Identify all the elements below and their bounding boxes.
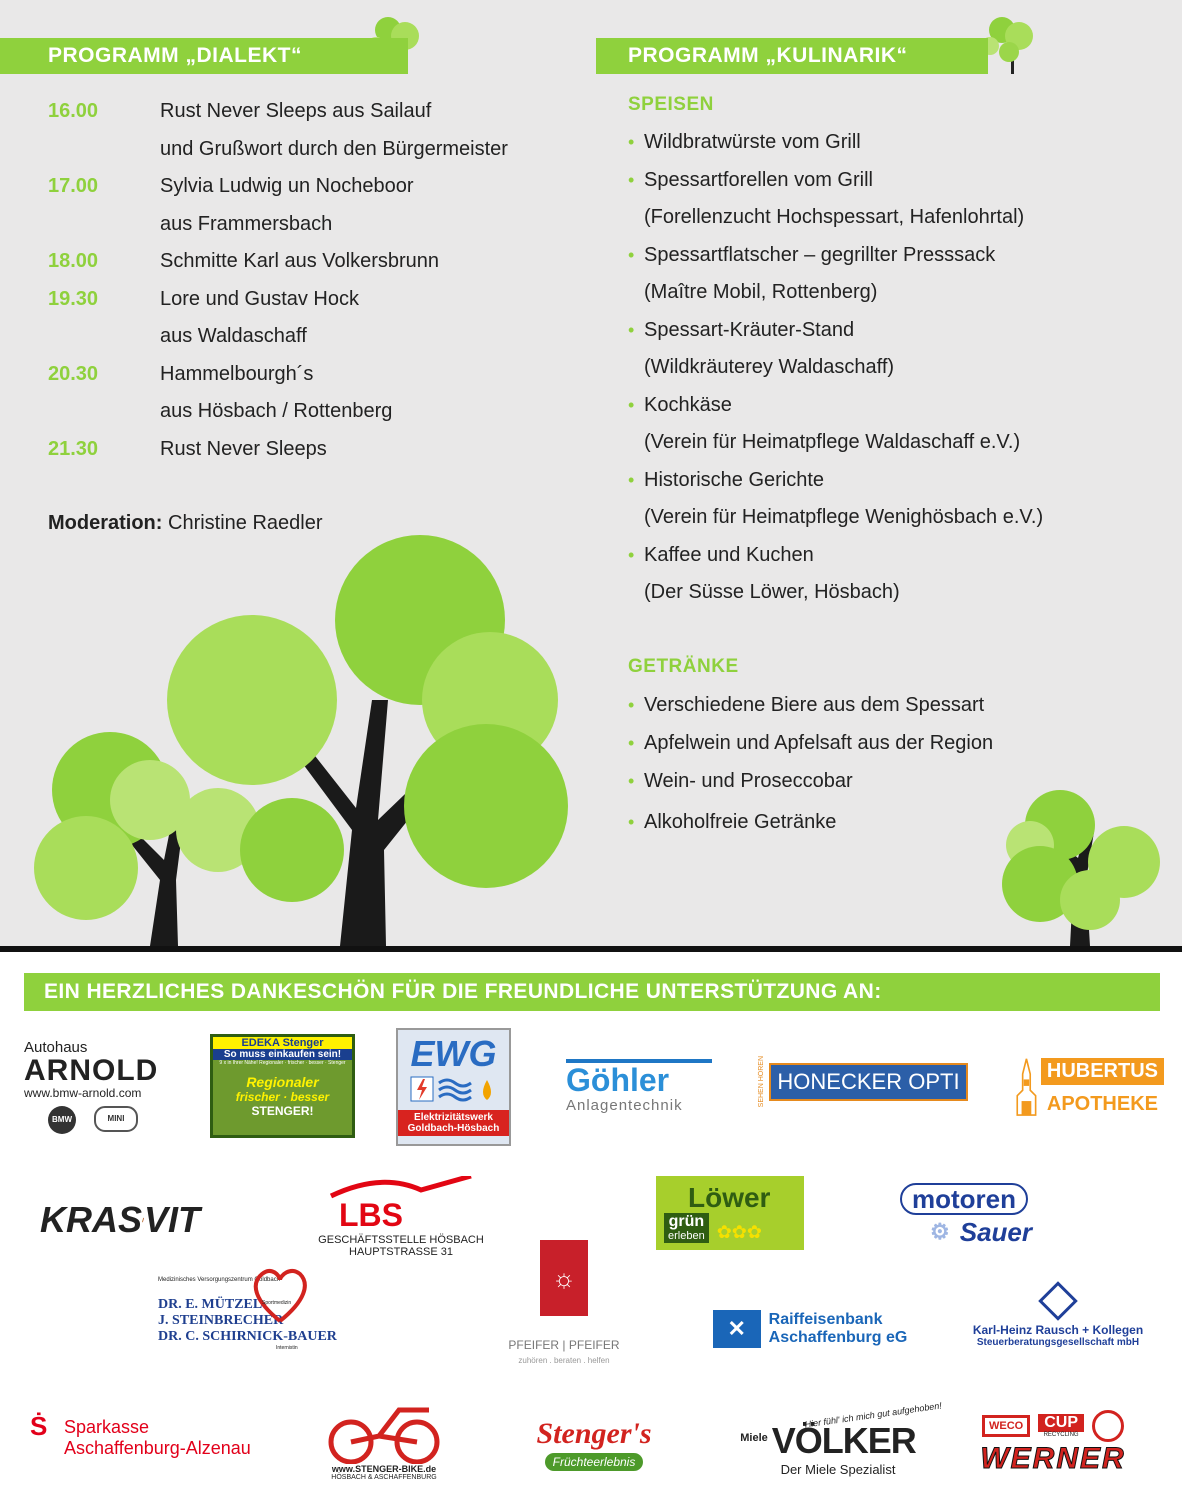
ewg-logo bbox=[396, 1028, 511, 1146]
schedule-time: 21.30 bbox=[48, 437, 99, 460]
list-item bbox=[628, 762, 993, 800]
logo-text: Miele bbox=[740, 1431, 768, 1444]
schedule-row bbox=[48, 431, 588, 469]
schedule-act: und Grußwort durch den Bürgermeister bbox=[160, 137, 508, 160]
large-tree bbox=[34, 535, 568, 946]
dish-name: Spessart-Kräuter-Stand bbox=[644, 318, 855, 341]
kulinarik-banner bbox=[596, 38, 988, 74]
dish-name: Kaffee und Kuchen bbox=[644, 543, 814, 566]
dish-name: Spessartflatscher – gegrillter Presssack bbox=[644, 243, 996, 266]
arnold-logo bbox=[24, 1036, 174, 1136]
bullet-icon: • bbox=[628, 244, 635, 265]
list-item bbox=[628, 124, 1043, 162]
motoren-sauer-logo bbox=[900, 1180, 1086, 1250]
schedule-row bbox=[48, 168, 588, 243]
bullet-icon: • bbox=[628, 695, 635, 715]
logo-text: CUP bbox=[1038, 1414, 1084, 1432]
mini-icon: MINI bbox=[94, 1106, 138, 1132]
logo-text: 9 x in Ihrer Nähe! Regionaler · frischer · besser · Stenger bbox=[219, 1060, 346, 1066]
logo-text: erleben bbox=[668, 1230, 705, 1242]
speisen-list bbox=[628, 124, 1043, 612]
schedule-act: aus Waldaschaff bbox=[160, 325, 307, 347]
logo-text: frischer · besser bbox=[235, 1090, 330, 1104]
dish-detail: (Maître Mobil, Rottenberg) bbox=[644, 281, 878, 303]
logo-text: Anlagentechnik bbox=[566, 1096, 683, 1114]
bicycle-icon bbox=[319, 1406, 449, 1464]
logo-text: Früchteerlebnis bbox=[545, 1453, 644, 1471]
schedule-row bbox=[48, 93, 588, 168]
schedule-time: 20.30 bbox=[48, 362, 99, 385]
getraenke-heading: GETRÄNKE bbox=[628, 656, 739, 677]
lbs-logo bbox=[318, 1176, 484, 1258]
raiffeisen-icon: ✕ bbox=[713, 1310, 761, 1348]
logo-text: EWG bbox=[410, 1033, 497, 1074]
logo-text: ARNOLD bbox=[24, 1053, 159, 1087]
logo-text: Sauer bbox=[959, 1216, 1032, 1247]
edeka-stenger-logo bbox=[210, 1034, 355, 1138]
drink-name: Wein- und Proseccobar bbox=[644, 770, 853, 792]
loewer-logo bbox=[656, 1176, 804, 1250]
schedule-time: 17.00 bbox=[48, 175, 99, 197]
ground-line bbox=[0, 946, 1182, 952]
flowers-icon: ✿✿✿ bbox=[716, 1222, 762, 1242]
bullet-icon: • bbox=[628, 733, 635, 753]
logo-text: HÖSBACH & ASCHAFFENBURG bbox=[331, 1473, 437, 1481]
ewg-symbols-icon bbox=[409, 1074, 499, 1104]
list-item bbox=[628, 724, 993, 762]
logo-text: Karl-Heinz Rausch + Kollegen bbox=[972, 1322, 1144, 1337]
logo-text: HAUPTSTRASSE 31 bbox=[349, 1246, 453, 1258]
sponsor-heading: EIN HERZLICHES DANKESCHÖN FÜR DIE FREUNDLICHE UNTERSTÜTZUNG AN: bbox=[24, 973, 1160, 1011]
logo-text: J. STEINBRECHER bbox=[158, 1313, 284, 1328]
right-tree bbox=[1002, 790, 1160, 946]
bullet-icon: • bbox=[628, 544, 635, 565]
list-item bbox=[628, 537, 1043, 575]
dish-detail: (Verein für Heimatpflege Waldaschaff e.V.) bbox=[644, 431, 1021, 453]
bullet-icon: • bbox=[628, 169, 635, 190]
drink-name: Alkoholfreie Getränke bbox=[644, 811, 837, 833]
list-item bbox=[628, 387, 1043, 425]
logo-text: Elektrizitätswerk bbox=[414, 1112, 493, 1123]
church-icon bbox=[1014, 1033, 1039, 1141]
list-item bbox=[628, 237, 1043, 275]
heart-icon bbox=[250, 1266, 310, 1326]
goehler-logo bbox=[566, 1054, 712, 1118]
dish-name: Historische Gerichte bbox=[644, 468, 825, 491]
bmw-icon: BMW bbox=[48, 1106, 76, 1134]
logo-text: Sportmedizin bbox=[262, 1300, 292, 1306]
drink-name: Verschiedene Biere aus dem Spessart bbox=[644, 694, 985, 716]
logo-text: RECYCLING bbox=[1043, 1432, 1079, 1438]
logo-text: SEHEN HÖREN bbox=[758, 1056, 766, 1108]
logo-text: WERNER bbox=[980, 1442, 1126, 1475]
logo-text: WECO bbox=[982, 1415, 1030, 1437]
schedule-act: aus Hösbach / Rottenberg bbox=[160, 400, 393, 422]
logo-text: STENGER! bbox=[251, 1104, 314, 1118]
moderation-name: Christine Raedler bbox=[168, 512, 323, 534]
pfeifer-logo bbox=[504, 1240, 624, 1368]
logo-text: Autohaus bbox=[24, 1038, 88, 1056]
dish-name: Wildbratwürste vom Grill bbox=[644, 131, 861, 153]
logo-text: DR. C. SCHIRNICK-BAUER bbox=[158, 1329, 337, 1344]
list-item bbox=[628, 162, 1043, 200]
logo-text: Aschaffenburg-Alzenau bbox=[64, 1438, 251, 1458]
logo-text: Der Miele Spezialist bbox=[780, 1461, 896, 1477]
sparkasse-logo bbox=[30, 1406, 258, 1466]
logo-text: Regionaler bbox=[246, 1074, 319, 1090]
bullet-icon: • bbox=[628, 469, 635, 490]
logo-text: VÖLKER bbox=[771, 1419, 916, 1461]
bullet-icon: • bbox=[628, 394, 635, 415]
logo-text: Raiffeisenbank bbox=[768, 1311, 883, 1328]
schedule-act: Rust Never Sleeps aus Sailauf bbox=[160, 100, 432, 122]
pfeifer-emblem-icon: ☼ bbox=[540, 1240, 588, 1316]
dish-detail: (Forellenzucht Hochspessart, Hafenlohrtal) bbox=[644, 206, 1025, 228]
list-item bbox=[628, 686, 993, 724]
schedule-act: Hammelbourgh´s bbox=[160, 362, 314, 385]
schedule-row bbox=[48, 281, 588, 356]
logo-text: HUBERTUS bbox=[1041, 1058, 1164, 1085]
dialekt-title: PROGRAMM „DIALEKT“ bbox=[48, 44, 302, 67]
dish-name: Kochkäse bbox=[644, 393, 732, 416]
dish-detail: (Der Süsse Löwer, Hösbach) bbox=[644, 581, 900, 603]
schedule-time: 18.00 bbox=[48, 250, 99, 272]
logo-text: Hier fühl' ich mich gut aufgehoben! bbox=[803, 1399, 943, 1430]
list-item bbox=[628, 312, 1043, 350]
logo-text: KRAS bbox=[40, 1199, 143, 1240]
schedule-act: aus Frammersbach bbox=[160, 212, 333, 235]
logo-text: So muss einkaufen sein! bbox=[213, 1049, 352, 1060]
drink-name: Apfelwein und Apfelsaft aus der Region bbox=[644, 732, 994, 754]
schedule-time: 19.30 bbox=[48, 287, 99, 310]
bullet-icon: • bbox=[628, 771, 635, 791]
dish-name: Spessartforellen vom Grill bbox=[644, 168, 873, 191]
small-tree-icon-right bbox=[981, 17, 1033, 74]
logo-text: grün bbox=[668, 1213, 705, 1230]
kulinarik-title: PROGRAMM „KULINARIK“ bbox=[628, 44, 908, 67]
diamond-icon bbox=[1038, 1281, 1078, 1321]
dialekt-schedule bbox=[48, 93, 588, 468]
logo-text: APOTHEKE bbox=[1046, 1093, 1158, 1115]
stenger-bike-logo bbox=[314, 1398, 454, 1488]
bullet-icon: • bbox=[628, 812, 635, 832]
schedule-row bbox=[48, 243, 588, 281]
mvz-logo bbox=[158, 1266, 337, 1362]
logo-text: Medizinisches Versorgungszentrum Goldbach bbox=[158, 1277, 281, 1283]
bullet-icon: • bbox=[628, 319, 635, 340]
logo-text: HONECKER OPTI bbox=[769, 1063, 967, 1101]
logo-text: Sparkasse bbox=[64, 1417, 150, 1437]
krasvit-logo bbox=[40, 1180, 200, 1260]
schedule-act: Schmitte Karl aus Volkersbrunn bbox=[160, 250, 440, 272]
list-item bbox=[628, 803, 993, 841]
werner-logo bbox=[962, 1404, 1144, 1482]
voelker-logo bbox=[738, 1398, 943, 1488]
list-item bbox=[628, 462, 1043, 500]
logo-text: www.bmw-arnold.com bbox=[24, 1085, 142, 1100]
bullet-icon: • bbox=[628, 132, 635, 152]
motor-icon: ⚙ bbox=[930, 1219, 950, 1244]
schedule-act: Sylvia Ludwig un Nocheboor bbox=[160, 175, 414, 197]
schedule-time: 16.00 bbox=[48, 100, 99, 122]
dish-detail: (Verein für Heimatpflege Wenighösbach e.V.) bbox=[644, 506, 1044, 528]
logo-text: LBS bbox=[339, 1197, 403, 1233]
schedule-row bbox=[48, 356, 588, 431]
logo-text: Göhler bbox=[566, 1061, 670, 1098]
logo-text: DR. E. MÜTZEL bbox=[158, 1297, 263, 1312]
logo-text: GESCHÄFTSSTELLE HÖSBACH bbox=[318, 1234, 484, 1246]
logo-text: Steuerberatungsgesellschaft mbH bbox=[976, 1336, 1140, 1348]
sparkasse-icon: Ṡ bbox=[30, 1411, 48, 1441]
raiffeisenbank-logo bbox=[702, 1306, 918, 1352]
logo-text: VIT bbox=[143, 1199, 200, 1240]
getraenke-list bbox=[628, 686, 993, 841]
logo-text: Goldbach-Hösbach bbox=[407, 1123, 500, 1134]
logo-text: PFEIFER | PFEIFER bbox=[508, 1338, 620, 1352]
moderation bbox=[48, 505, 323, 542]
schedule-act: Rust Never Sleeps bbox=[160, 437, 327, 460]
logo-text: zuhören . beraten . helfen bbox=[518, 1356, 610, 1365]
logo-text: www.STENGER-BIKE.de bbox=[331, 1463, 437, 1474]
schedule-act: Lore und Gustav Hock bbox=[160, 287, 359, 310]
speisen-heading: SPEISEN bbox=[628, 94, 714, 115]
hubertus-apotheke-logo bbox=[1014, 1032, 1164, 1142]
dish-detail: (Wildkräuterey Waldaschaff) bbox=[644, 356, 895, 378]
logo-text: Löwer bbox=[688, 1182, 771, 1213]
rausch-logo bbox=[960, 1282, 1156, 1352]
logo-text: motoren bbox=[900, 1183, 1028, 1215]
moderation-label: Moderation: bbox=[48, 512, 163, 534]
logo-text: Stenger's bbox=[536, 1417, 652, 1450]
honecker-logo bbox=[752, 1056, 974, 1108]
dialekt-banner bbox=[0, 38, 408, 74]
logo-text: Aschaffenburg eG bbox=[768, 1329, 908, 1346]
logo-text: EDEKA Stenger bbox=[213, 1037, 352, 1049]
stengers-frucht-logo bbox=[524, 1404, 664, 1484]
ro-badge-icon bbox=[1092, 1410, 1124, 1442]
logo-text: Internistin bbox=[276, 1345, 298, 1351]
